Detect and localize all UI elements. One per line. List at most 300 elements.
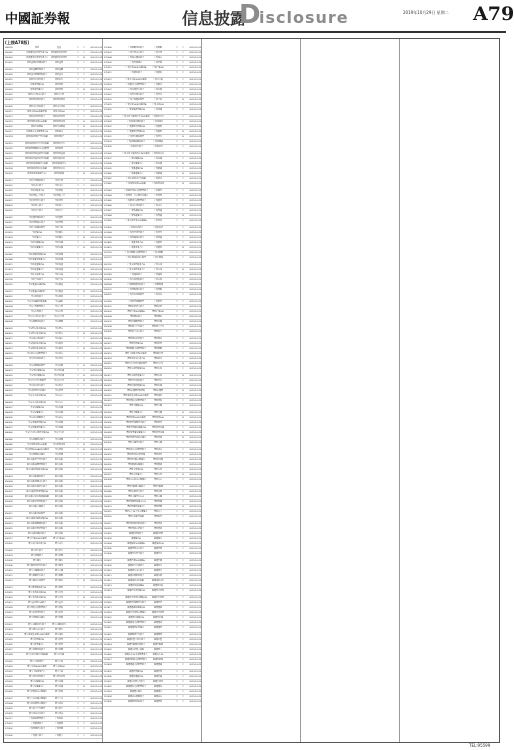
cell-a: Y — [77, 84, 79, 86]
cell-b: Y — [83, 565, 85, 567]
cell-project: 嘉实服务 — [54, 565, 63, 567]
cell-name: 嘉实领先成长混合 — [28, 629, 45, 631]
cell-b: Y — [83, 454, 85, 456]
cell-b: Y — [182, 274, 184, 276]
table-row — [103, 404, 201, 411]
cell-project: 国泰食品饮料 — [52, 158, 65, 160]
cell-code: 519021 — [5, 62, 13, 64]
cell-time: 2019-10-29 — [90, 94, 102, 96]
cell-b: Y — [182, 585, 184, 587]
cell-name: 博时精选混合 — [129, 316, 142, 318]
cell-time: 2019-10-29 — [189, 543, 201, 545]
cell-code: 161630 — [104, 676, 112, 678]
cell-time: 2019-10-29 — [189, 232, 201, 234]
cell-project: 嘉实债券 — [54, 560, 63, 562]
cell-name: 融通蓝筹成长混合 — [127, 548, 144, 550]
cell-b: Y — [182, 57, 184, 59]
cell-name: 融通医疗保健行业混合 — [125, 602, 146, 604]
cell-name: 广发竞争优势混合 — [127, 232, 144, 234]
cell-b: Y — [182, 686, 184, 688]
cell-a: Y — [77, 587, 79, 589]
cell-name: 嘉实多元收益债券B — [28, 597, 46, 599]
cell-a: Y — [77, 691, 79, 693]
cell-a: Y — [176, 338, 178, 340]
cell-a: Y — [77, 735, 79, 737]
cell-a: Y — [176, 331, 178, 333]
cell-name: 嘉实优化红利混合 — [28, 676, 45, 678]
cell-time: 2019-10-29 — [90, 538, 102, 540]
cell-name: 广发新经济混合 — [128, 227, 143, 229]
cell-time: 2019-10-29 — [90, 375, 102, 377]
cell-code: 270047 — [104, 210, 112, 212]
cell-time: 2019-10-29 — [90, 624, 102, 626]
cell-a: Y — [176, 348, 178, 350]
cell-b: Y — [182, 195, 184, 197]
cell-time: 2019-10-29 — [189, 676, 201, 678]
cell-b: Y — [83, 703, 85, 705]
cell-project: 博时宏观 — [153, 368, 162, 370]
cell-code: 040023 — [5, 390, 13, 392]
cell-a: Y — [77, 47, 79, 49]
cell-project: 博时抗通胀 — [152, 390, 163, 392]
cell-a: Y — [176, 590, 178, 592]
cell-name: 广发中小板300ETF联接 — [125, 79, 147, 81]
cell-b: Y — [182, 279, 184, 281]
cell-project: 华安创新 — [54, 296, 63, 298]
cell-a: Y — [77, 291, 79, 293]
cell-a: Y — [77, 728, 79, 730]
cell-time: 2019-10-29 — [189, 553, 201, 555]
cell-project: 博时银行 — [153, 516, 162, 518]
cell-a: Y — [77, 301, 79, 303]
cell-name: 博时安盈债券C — [129, 474, 143, 476]
cell-b: Y — [182, 454, 184, 456]
table-row — [103, 182, 201, 189]
cell-time: 2019-10-29 — [189, 622, 201, 624]
cell-project: 嘉实纯债 — [54, 686, 63, 688]
cell-time: 2019-10-29 — [189, 538, 201, 540]
cell-project: 融通可转债 — [152, 617, 163, 619]
cell-time: 2019-10-29 — [90, 136, 102, 138]
cell-code: 161605 — [104, 548, 112, 550]
table-row — [4, 357, 102, 364]
cell-a: Y — [77, 264, 79, 266]
cell-name: 融通深证成份指数 — [127, 580, 144, 582]
cell-project: 博时安心 — [153, 479, 162, 481]
cell-time: 2019-10-29 — [189, 380, 201, 382]
cell-name: 民生加银精选混合 — [28, 476, 45, 478]
cell-time: 2019-10-29 — [90, 439, 102, 441]
cell-project: 融通巨潮 — [153, 560, 162, 562]
cell-a: Y — [176, 454, 178, 456]
cell-code: 040036 — [5, 422, 13, 424]
cell-name: 博时稳健回报债券C — [127, 506, 145, 508]
cell-code: 161621 — [104, 627, 112, 629]
cell-a: Y — [77, 501, 79, 503]
cell-b: Y — [182, 343, 184, 345]
cell-name: 国泰成长优选混合 — [28, 106, 45, 108]
cell-name: 国泰国证信息技术指数 — [26, 168, 47, 170]
cell-b: Y — [83, 459, 85, 461]
cell-code: 000048 — [5, 259, 13, 261]
cell-b: Y — [182, 205, 184, 207]
cell-code: 161625 — [104, 649, 112, 651]
cell-project: 嘉实丰益 — [54, 698, 63, 700]
cell-b: Y — [182, 691, 184, 693]
cell-time: 2019-10-29 — [189, 649, 201, 651]
cell-name: 嘉实研究精选混合A — [28, 587, 46, 589]
cell-code: 690001 — [5, 464, 13, 466]
cell-b: Y — [182, 617, 184, 619]
cell-code: 070029 — [5, 661, 13, 663]
cell-b: Y — [182, 400, 184, 402]
cell-time: 2019-10-29 — [189, 284, 201, 286]
table-row — [4, 579, 102, 586]
cell-time: 2019-10-29 — [189, 146, 201, 148]
cell-b: Y — [182, 395, 184, 397]
cell-code: 161628 — [104, 664, 112, 666]
cell-code: 161601 — [104, 533, 112, 535]
cell-b: N — [182, 474, 184, 476]
cell-name: 嘉实优质企业混合 — [28, 713, 45, 715]
cell-project: 博时沪深300 — [152, 311, 164, 313]
cell-code: 040005 — [5, 311, 13, 313]
cell-time: 2019-10-29 — [189, 585, 201, 587]
cell-b: N — [83, 259, 85, 261]
cell-code: 000216 — [5, 284, 13, 286]
cell-name: 博时安心收益定期债券 — [125, 479, 146, 481]
cell-name: 博时天颐债券C — [129, 412, 143, 414]
cell-b: Y — [182, 553, 184, 555]
cell-time: 2019-10-29 — [189, 131, 201, 133]
cell-a: Y — [77, 395, 79, 397]
cell-a: Y — [176, 565, 178, 567]
cell-name: 博时深证基本面200ETF联接 — [123, 395, 149, 397]
cell-project: 融通通源 — [153, 607, 162, 609]
cell-time: 2019-10-29 — [189, 363, 201, 365]
cell-project: 广发纯债 — [153, 158, 162, 160]
cell-project: 国泰医药卫生 — [52, 143, 65, 145]
cell-b: Y — [83, 439, 85, 441]
cell-code: 070023 — [5, 634, 13, 636]
cell-b: Y — [182, 89, 184, 91]
cell-time: 2019-10-29 — [90, 259, 102, 261]
cell-name: 国泰区位优势混合 — [28, 79, 45, 81]
cell-name: 华安核心优选混合 — [28, 338, 45, 340]
cell-name: 嘉实稳健混合 — [30, 555, 43, 557]
cell-name: 嘉实增长混合 — [30, 550, 43, 552]
cell-code: 003596 — [104, 279, 112, 281]
cell-code: 050004 — [104, 316, 112, 318]
cell-project: 民生加银 — [54, 533, 63, 535]
cell-name: 华安逆向策略混合 — [28, 417, 45, 419]
cell-a: Y — [77, 338, 79, 340]
cell-code: 070011 — [5, 575, 13, 577]
cell-a: Y — [77, 148, 79, 150]
cell-b: Y — [83, 385, 85, 387]
cell-a: Y — [176, 671, 178, 673]
cell-a: Y — [176, 543, 178, 545]
cell-b: Y — [83, 358, 85, 360]
cell-b: N — [182, 363, 184, 365]
cell-time: 2019-10-29 — [189, 412, 201, 414]
cell-code: 040037 — [5, 427, 13, 429]
cell-project: 华安大中华 — [53, 380, 64, 382]
cell-project: 华安稳定 — [54, 333, 63, 335]
cell-project: 博时睿远 — [153, 523, 162, 525]
cell-time: 2019-10-29 — [90, 328, 102, 330]
cell-time: 2019-10-29 — [90, 649, 102, 651]
cell-time: 2019-10-29 — [189, 659, 201, 661]
cell-project: 华安宏利 — [54, 311, 63, 313]
cell-code: 690013 — [5, 523, 13, 525]
cell-time: 2019-10-29 — [90, 365, 102, 367]
cell-a: Y — [77, 671, 79, 673]
cell-project: 华夏收入 — [54, 205, 63, 207]
cell-project: 博时信用纯债 — [151, 427, 164, 429]
cell-project: 广发医疗 — [153, 301, 162, 303]
cell-b: N — [83, 247, 85, 249]
cell-b: Y — [83, 153, 85, 155]
cell-a: Y — [77, 163, 79, 165]
cell-a: Y — [77, 543, 79, 545]
cell-project: 华夏蓝筹 — [54, 222, 63, 224]
table-row — [103, 515, 201, 522]
cell-b: Y — [83, 321, 85, 323]
cell-code: 070026 — [5, 644, 13, 646]
cell-code: 000117 — [5, 718, 13, 720]
cell-project: 融通互联网 — [152, 644, 163, 646]
cell-time: 2019-10-29 — [189, 183, 201, 185]
cell-a: Y — [77, 237, 79, 239]
cell-time: 2019-10-29 — [189, 126, 201, 128]
cell-name: 博时宏观回报债券C — [127, 375, 145, 377]
cell-name: 国泰大宗商品 — [30, 126, 43, 128]
cell-project: 融通债券 — [153, 538, 162, 540]
cell-code: 002021 — [5, 195, 13, 197]
cell-code: 270009 — [104, 62, 112, 64]
cell-project: 广发百发 — [153, 220, 162, 222]
cell-a: Y — [77, 353, 79, 355]
cell-a: Y — [176, 380, 178, 382]
cell-project: 国泰民益 — [54, 131, 63, 133]
cell-name: 博时互联网主题混合 — [126, 486, 145, 488]
cell-a: Y — [77, 402, 79, 404]
cell-time: 2019-10-29 — [90, 639, 102, 641]
table-row — [4, 246, 102, 253]
cell-project: 嘉实企业债 — [53, 654, 64, 656]
cell-name: 嘉实纯债债券A — [30, 681, 44, 683]
cell-b: Y — [182, 649, 184, 651]
cell-code: 050039 — [104, 486, 112, 488]
cell-time: 2019-10-29 — [189, 691, 201, 693]
cell-name: 国泰国证房地产行业指数 — [25, 136, 48, 138]
cell-project: 融通通利 — [153, 627, 162, 629]
cell-a: Y — [176, 375, 178, 377]
cell-b: Y — [83, 543, 85, 545]
cell-a: Y — [77, 385, 79, 387]
cell-b: Y — [83, 624, 85, 626]
cell-a: Y — [77, 486, 79, 488]
cell-a: Y — [176, 580, 178, 582]
cell-a: Y — [176, 442, 178, 444]
cell-a: Y — [77, 444, 79, 446]
cell-a: Y — [176, 173, 178, 175]
cell-code: 270025 — [104, 104, 112, 106]
cell-code: 161607 — [104, 560, 112, 562]
cell-project: 国泰中证500 — [53, 111, 65, 113]
cell-code: 040040 — [5, 432, 13, 434]
cell-b: Y — [83, 190, 85, 192]
cell-a: Y — [77, 597, 79, 599]
cell-time: 2019-10-29 — [189, 496, 201, 498]
cell-code: 040007 — [5, 316, 13, 318]
cell-project: 民生加银 — [54, 506, 63, 508]
cell-a: Y — [77, 210, 79, 212]
cell-name: 广发医疗保健股票 — [127, 301, 144, 303]
cell-time: 2019-10-29 — [189, 432, 201, 434]
section-title-cn: 信息披露 — [182, 9, 247, 28]
cell-project: 民生加银 — [54, 518, 63, 520]
cell-project: 华安添颐 — [54, 439, 63, 441]
cell-time: 2019-10-29 — [90, 481, 102, 483]
cell-a: Y — [77, 333, 79, 335]
cell-a: Y — [176, 67, 178, 69]
cell-a: Y — [77, 654, 79, 656]
cell-project: 华夏全球 — [54, 227, 63, 229]
cell-b: Y — [83, 116, 85, 118]
cell-a: Y — [77, 432, 79, 434]
table-row — [103, 219, 201, 226]
cell-time: 2019-10-29 — [90, 153, 102, 155]
cell-a: Y — [77, 634, 79, 636]
cell-name: 融通通安债券 — [129, 691, 142, 693]
cell-b: N — [83, 380, 85, 382]
cell-time: 2019-10-29 — [90, 143, 102, 145]
cell-project: 国泰成长优选 — [52, 106, 65, 108]
cell-b: N — [182, 215, 184, 217]
cell-a: Y — [176, 237, 178, 239]
cell-time: 2019-10-29 — [90, 580, 102, 582]
cell-project: 国泰聚信价值优势 — [50, 52, 67, 54]
cell-code: 161617 — [104, 607, 112, 609]
cell-a: Y — [77, 565, 79, 567]
cell-a: Y — [77, 476, 79, 478]
cell-project: 广发安泽 — [153, 264, 162, 266]
cell-code: 161616 — [104, 602, 112, 604]
cell-name: 博时策略灵活配置混合 — [125, 348, 146, 350]
cell-b: Y — [83, 74, 85, 76]
cell-code: 070017 — [5, 602, 13, 604]
cell-code: 000041 — [5, 227, 13, 229]
cell-b: Y — [182, 602, 184, 604]
cell-name: 国泰金鹏蓝筹混合 — [28, 69, 45, 71]
cell-a: Y — [77, 550, 79, 552]
cell-a: Y — [77, 168, 79, 170]
cell-a: Y — [77, 173, 79, 175]
cell-b: Y — [83, 602, 85, 604]
cell-b: Y — [83, 79, 85, 81]
cell-b: Y — [182, 178, 184, 180]
cell-a: Y — [176, 284, 178, 286]
cell-a: Y — [77, 222, 79, 224]
cell-b: Y — [83, 555, 85, 557]
cell-a: Y — [176, 528, 178, 530]
cell-name: 民生加银平稳增利混合 — [26, 528, 47, 530]
cell-project: 华夏回报 — [54, 190, 63, 192]
cell-project: 国泰估值优势 — [52, 116, 65, 118]
cell-a: Y — [77, 343, 79, 345]
cell-name: 广发聚财信用债券A — [127, 126, 145, 128]
cell-time: 2019-10-29 — [90, 407, 102, 409]
cell-project: 博时大中华 — [152, 363, 163, 365]
cell-a: Y — [77, 79, 79, 81]
cell-name: 博时安盈债券A — [129, 469, 143, 471]
cell-a: Y — [176, 405, 178, 407]
cell-time: 2019-10-29 — [189, 116, 201, 118]
cell-time: 2019-10-29 — [90, 597, 102, 599]
cell-code: 020015 — [5, 79, 13, 81]
cell-project: 嘉实多元 — [54, 592, 63, 594]
cell-code: 001180 — [104, 237, 112, 239]
cell-a: Y — [77, 649, 79, 651]
cell-b: N — [83, 580, 85, 582]
cell-project: 广发高端 — [153, 294, 162, 296]
cell-a: Y — [77, 74, 79, 76]
cell-project: 博时安盈 — [153, 469, 162, 471]
cell-a: Y — [176, 178, 178, 180]
cell-b: Y — [182, 353, 184, 355]
cell-name: 嘉实服务增值行业混合 — [26, 565, 47, 567]
table-row — [4, 320, 102, 327]
cell-name: 博时裕益灵活配置混合 — [125, 449, 146, 451]
cell-code: 161623 — [104, 639, 112, 641]
cell-name: 广发中证全指医药卫生ETF联接 — [122, 116, 150, 118]
cell-project: 国泰房地产 — [53, 136, 64, 138]
cell-a: Y — [77, 190, 79, 192]
cell-name: 广发聚优灵活配置混合 — [125, 200, 146, 202]
cell-name: 融通新蓝筹混合 — [128, 533, 143, 535]
cell-name: 博时价值增长混合 — [127, 306, 144, 308]
cell-time: 2019-10-29 — [90, 301, 102, 303]
cell-project: 嘉实纯债 — [54, 681, 63, 683]
cell-code: 000067 — [5, 459, 13, 461]
cell-name: 国泰国证医药卫生行业指数 — [24, 143, 49, 145]
cell-name: 民生加银主题混合 — [28, 506, 45, 508]
cell-name: 融通新能源灵活配置混合 — [124, 659, 147, 661]
cell-name: 嘉实海外中国股票 — [28, 580, 45, 582]
cell-b: Y — [83, 634, 85, 636]
cell-code: 270031 — [104, 136, 112, 138]
cell-a: Y — [77, 555, 79, 557]
cell-project: 基金 — [56, 47, 61, 49]
cell-project: 华夏优势 — [54, 200, 63, 202]
cell-project: 华安香港 — [54, 365, 63, 367]
cell-code: 270002 — [5, 728, 13, 730]
cell-project: 融通领先 — [153, 570, 162, 572]
cell-name: 民生加银红利回报混合 — [26, 501, 47, 503]
cell-time: 2019-10-29 — [189, 200, 201, 202]
cell-code: 040011 — [5, 338, 13, 340]
cell-code: 070036 — [5, 691, 13, 693]
cell-b: Y — [83, 422, 85, 424]
cell-a: Y — [77, 481, 79, 483]
cell-project: 华夏纯债 — [54, 242, 63, 244]
cell-code: 020019 — [5, 84, 13, 86]
cell-project: 博时稳健 — [153, 501, 162, 503]
cell-time: 2019-10-29 — [90, 168, 102, 170]
cell-a: Y — [176, 511, 178, 513]
